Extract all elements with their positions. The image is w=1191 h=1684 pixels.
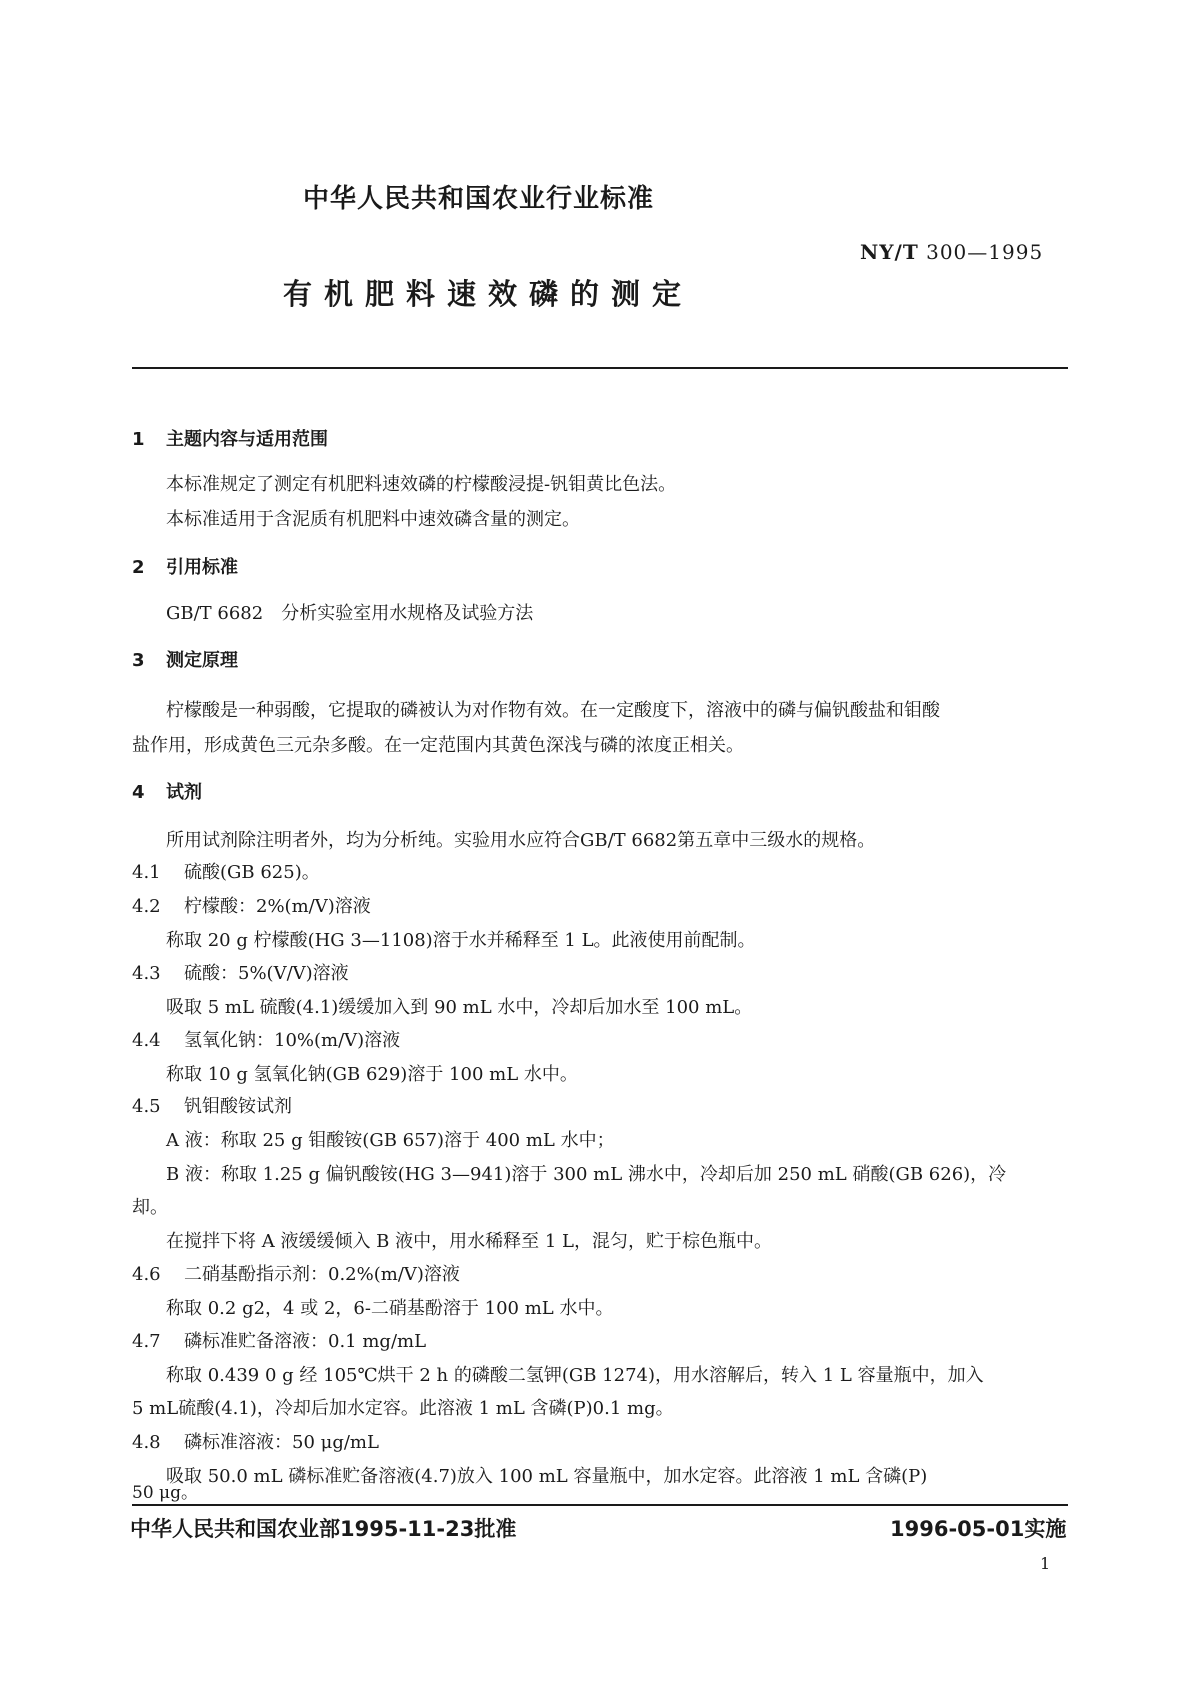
section-3-number: 3 <box>132 650 145 671</box>
item-4-8-para-line-2: 50 μg。 <box>132 1483 198 1503</box>
standard-number: 300—1995 <box>926 240 1044 264</box>
item-4-8-para-line-1: 吸取 50.0 mL 磷标准贮备溶液(4.7)放入 100 mL 容量瓶中，加水定容。此溶液 1 mL 含磷(P) <box>166 1466 928 1487</box>
section-1-title: 主题内容与适用范围 <box>166 429 328 450</box>
section-1-number: 1 <box>132 429 145 450</box>
item-4-3-para: 吸取 5 mL 硫酸(4.1)缓缓加入到 90 mL 水中，冷却后加水至 100 mL。 <box>166 997 753 1018</box>
item-4-2-heading <box>132 892 371 918</box>
section-3-heading <box>132 646 238 672</box>
item-4-4-para: 称取 10 g 氢氧化钠(GB 629)溶于 100 mL 水中。 <box>166 1064 578 1085</box>
item-4-3-title: 硫酸：5%(V/V)溶液 <box>184 963 349 984</box>
item-4-4-heading <box>132 1026 400 1052</box>
section-4-number: 4 <box>132 782 145 803</box>
bottom-divider <box>132 1504 1068 1506</box>
approval-statement: 中华人民共和国农业部1995-11-23批准 <box>130 1517 517 1541</box>
item-4-7-heading <box>132 1327 426 1353</box>
item-4-5-para-c: 在搅拌下将 A 液缓缓倾入 B 液中，用水稀释至 1 L，混匀，贮于棕色瓶中。 <box>166 1231 772 1252</box>
item-4-6-number: 4.6 <box>132 1264 161 1285</box>
item-4-7-para-line-1: 称取 0.439 0 g 经 105℃烘干 2 h 的磷酸二氢钾(GB 1274)，用水溶解后，转入 1 L 容量瓶中，加入 <box>166 1365 984 1386</box>
item-4-7-para-line-2: 5 mL硫酸(4.1)，冷却后加水定容。此溶液 1 mL 含磷(P)0.1 mg。 <box>132 1398 674 1419</box>
effective-date: 1996-05-01实施 <box>890 1517 1067 1541</box>
section-3-title: 测定原理 <box>166 650 238 671</box>
item-4-1-number: 4.1 <box>132 862 161 883</box>
item-4-2-title: 柠檬酸：2%(m/V)溶液 <box>184 896 371 917</box>
item-4-5-para-b-line-1: B 液：称取 1.25 g 偏钒酸铵(HG 3—941)溶于 300 mL 沸水中，冷却后加 250 mL 硝酸(GB 626)，冷 <box>166 1164 1007 1185</box>
item-4-4-number: 4.4 <box>132 1030 161 1051</box>
section-3-para-line-1: 柠檬酸是一种弱酸，它提取的磷被认为对作物有效。在一定酸度下，溶液中的磷与偏钒酸盐和钼酸 <box>166 700 940 721</box>
item-4-8-number: 4.8 <box>132 1432 161 1453</box>
section-1-para-1: 本标准规定了测定有机肥料速效磷的柠檬酸浸提-钒钼黄比色法。 <box>166 474 677 495</box>
item-4-3-number: 4.3 <box>132 963 161 984</box>
section-1-heading <box>132 425 328 451</box>
section-4-title: 试剂 <box>166 782 202 803</box>
item-4-5-para-a: A 液：称取 25 g 钼酸铵(GB 657)溶于 400 mL 水中； <box>166 1130 615 1151</box>
document-title: 有机肥料速效磷的测定 <box>283 277 694 311</box>
top-divider <box>132 367 1068 369</box>
item-4-2-number: 4.2 <box>132 896 161 917</box>
item-4-2-para: 称取 20 g 柠檬酸(HG 3—1108)溶于水并稀释至 1 L。此液使用前配制。 <box>166 930 756 951</box>
item-4-7-number: 4.7 <box>132 1331 161 1352</box>
section-2-heading <box>132 553 238 579</box>
item-4-6-title: 二硝基酚指示剂：0.2%(m/V)溶液 <box>184 1264 460 1285</box>
item-4-5-para-b-line-2: 却。 <box>132 1197 168 1218</box>
item-4-5-title: 钒钼酸铵试剂 <box>184 1096 292 1117</box>
section-2-para-1: GB/T 6682 分析实验室用水规格及试验方法 <box>166 603 534 624</box>
item-4-3-heading <box>132 959 349 985</box>
section-2-number: 2 <box>132 557 145 578</box>
item-4-6-heading <box>132 1260 460 1286</box>
item-4-8-heading <box>132 1428 379 1454</box>
item-4-8-title: 磷标准溶液：50 μg/mL <box>184 1432 379 1453</box>
section-2-title: 引用标准 <box>166 557 238 578</box>
section-4-heading <box>132 778 202 804</box>
item-4-5-heading <box>132 1092 292 1118</box>
section-1-para-2: 本标准适用于含泥质有机肥料中速效磷含量的测定。 <box>166 509 580 530</box>
standard-prefix: NY/T <box>860 240 919 264</box>
item-4-1-title: 硫酸(GB 625)。 <box>184 862 320 883</box>
item-4-7-title: 磷标准贮备溶液：0.1 mg/mL <box>184 1331 427 1352</box>
item-4-5-number: 4.5 <box>132 1096 161 1117</box>
section-4-para-1: 所用试剂除注明者外，均为分析纯。实验用水应符合GB/T 6682第五章中三级水的规格。 <box>166 830 876 851</box>
item-4-4-title: 氢氧化钠：10%(m/V)溶液 <box>184 1030 401 1051</box>
item-4-1-heading <box>132 858 320 884</box>
standard-code <box>860 240 1043 264</box>
section-3-para-line-2: 盐作用，形成黄色三元杂多酸。在一定范围内其黄色深浅与磷的浓度正相关。 <box>132 735 744 756</box>
issuer-title: 中华人民共和国农业行业标准 <box>303 184 655 214</box>
page-number: 1 <box>1040 1554 1051 1573</box>
item-4-6-para: 称取 0.2 g2，4 或 2，6-二硝基酚溶于 100 mL 水中。 <box>166 1298 614 1319</box>
